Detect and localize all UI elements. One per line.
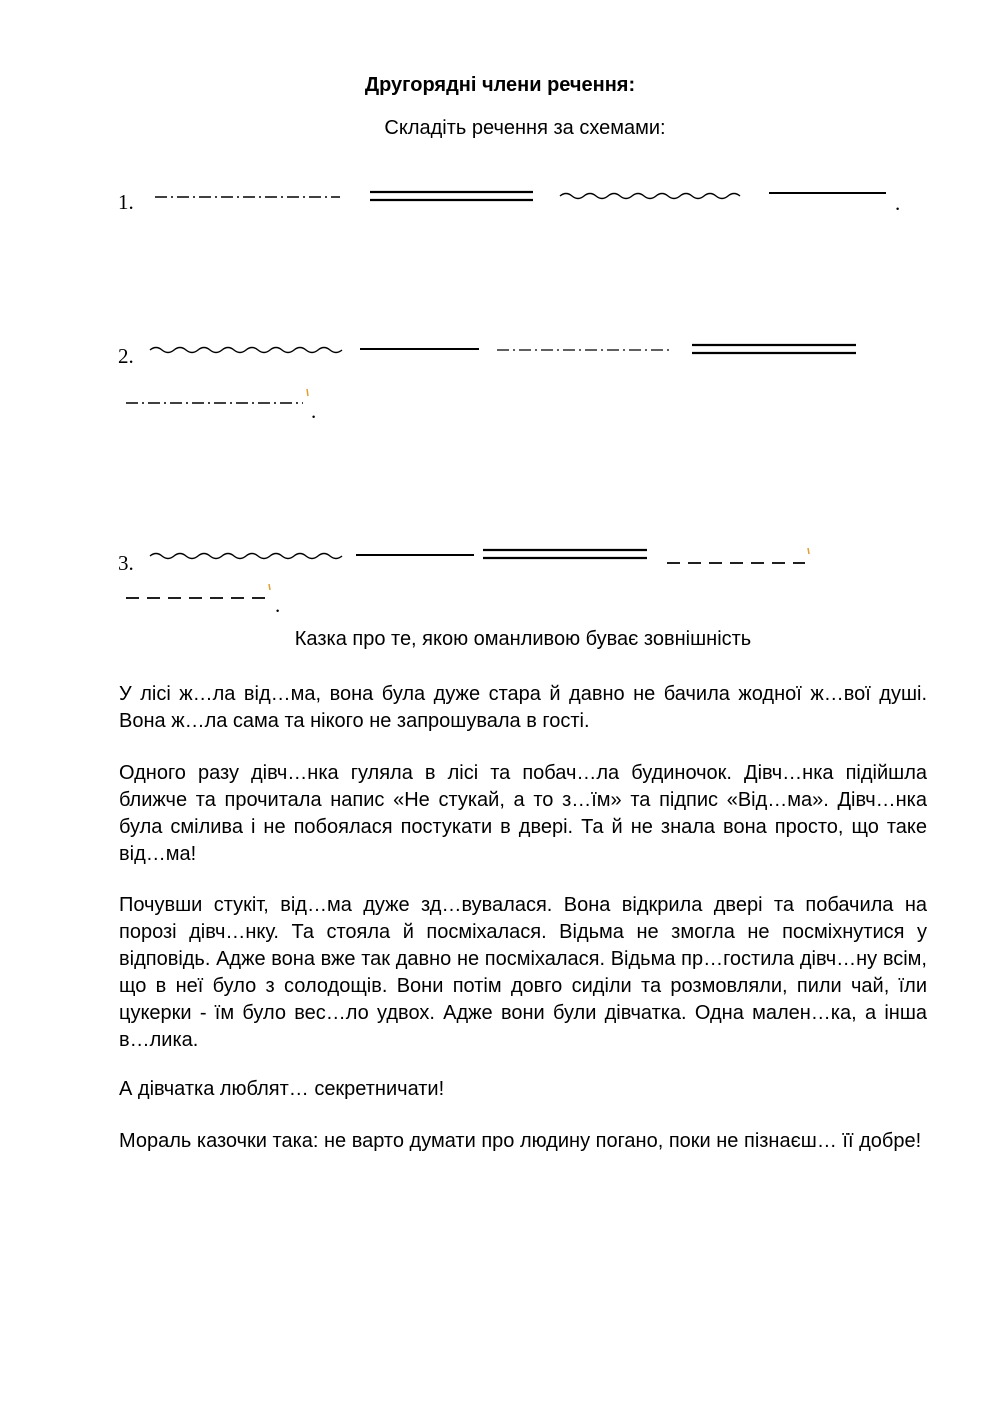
scheme-2-end: . bbox=[311, 399, 317, 423]
story-paragraph-5: Мораль казочки така: не варто думати про людину погано, поки не пізнаєш… її добре! bbox=[119, 1130, 922, 1152]
story-paragraph-1: У лісі ж…ла від…ма, вона була дуже стара й давно не бачила жодної ж…вої душі. Вона ж…ла сама та нікого не запрошувала в гості. bbox=[119, 683, 927, 732]
scheme-3-end: . bbox=[275, 593, 281, 617]
story-paragraph-3: Почувши стукіт, від…ма дуже зд…вувалася. Вона відкрила двері та побачила на порозі дівч…нку. Та стояла й посміхалася. Відьма не змогла не посміхнутися у відповідь. Адже вона вже так давно не посміхалася. Відьма пр…гостила дівч…ну всім, що в неї було з солодощів. Вони потім довго сиділи та розмовляли, пили чай, їли цукерки - їм було вес…ло удвох. Адже вони були дівчатка. Одна мален…ка, а інша в…лика. bbox=[119, 894, 927, 1051]
scheme-3-number: 3. bbox=[118, 551, 134, 575]
scheme-1-end: . bbox=[895, 191, 901, 215]
story-paragraph-4: А дівчатка люблят… секретничати! bbox=[119, 1078, 445, 1100]
scheme-2-number: 2. bbox=[118, 344, 134, 368]
scheme-3-adverbial-line bbox=[150, 554, 342, 559]
story-paragraph-2: Одного разу дівч…нка гуляла в лісі та побач…ла будиночок. Дівч…нка підійшла ближче та прочитала напис «Не стукай, а то з…їм» та підпис «Від…ма». Дівч…нка була смілива і не побоялася постукати в двері. Та й не знала вона просто, що таке від…ма! bbox=[119, 762, 927, 865]
worksheet-title: Другорядні члени речення: bbox=[364, 74, 636, 96]
scheme-3-diagram bbox=[0, 0, 1000, 620]
scheme-3-accent-mark bbox=[808, 548, 809, 554]
scheme-3-accent-mark-2 bbox=[269, 584, 270, 590]
scheme-1-number: 1. bbox=[118, 190, 134, 214]
story-title: Казка про те, якою оманливою буває зовнішність bbox=[294, 628, 752, 650]
task-instruction: Складіть речення за схемами: bbox=[384, 117, 666, 139]
scheme-3-predicate-line bbox=[483, 550, 647, 558]
